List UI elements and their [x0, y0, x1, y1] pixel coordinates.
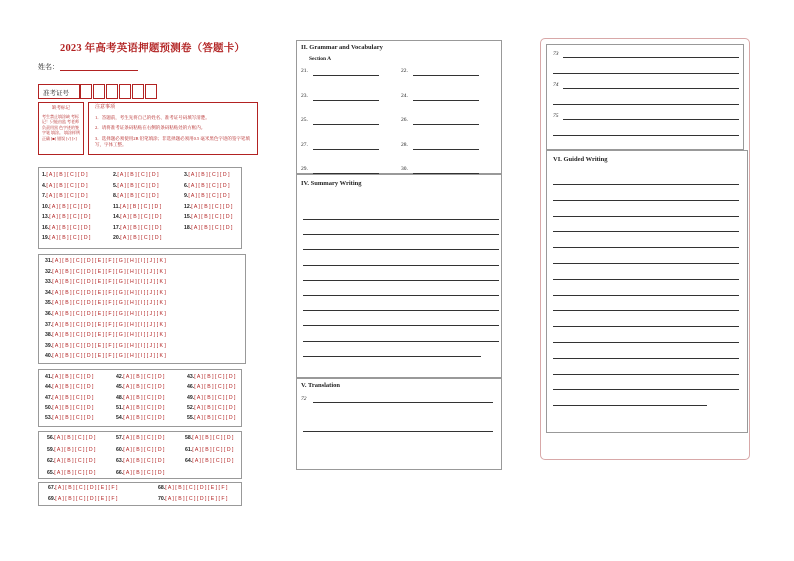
mc-question[interactable]: [116, 395, 164, 401]
answer-options[interactable]: [ A ] [ B ] [ C ] [ D ]: [52, 384, 94, 391]
answer-options[interactable]: [ A ] [ B ] [ C ] [ D ]: [194, 384, 236, 391]
mc-question[interactable]: [113, 193, 159, 199]
answer-options[interactable]: [ A ] [ B ] [ C ] [ D ]: [188, 182, 230, 189]
mc-question[interactable]: [45, 395, 93, 401]
answer-options[interactable]: [ A ] [ B ] [ C ] [ D ] [ E ] [ F ] [ G ] [ H ] [ I ] [ J ] [ K ]: [52, 258, 166, 264]
mc-question[interactable]: [45, 353, 166, 359]
writing-line[interactable]: [303, 265, 499, 266]
mc-question[interactable]: [42, 193, 88, 199]
question-number: 70.: [158, 495, 166, 502]
question-number: 53.: [45, 415, 53, 422]
answer-options[interactable]: [ A ] [ B ] [ C ] [ D ]: [123, 394, 165, 401]
mc-question[interactable]: [48, 496, 117, 502]
grammar-item-number: 26.: [401, 117, 408, 123]
answer-options[interactable]: [ A ] [ B ] [ C ] [ D ]: [46, 172, 88, 178]
answer-options[interactable]: [ A ] [ B ] [ C ] [ D ]: [123, 404, 165, 411]
mc-question[interactable]: [113, 172, 159, 178]
question-number: 12.: [184, 203, 192, 210]
mc-question[interactable]: [47, 458, 95, 464]
question-number: 13.: [42, 214, 50, 220]
answer-options[interactable]: [ A ] [ B ] [ C ] [ D ] [ E ] [ F ] [ G ] [ H ] [ I ] [ J ] [ K ]: [52, 353, 166, 360]
answer-options[interactable]: [ A ] [ B ] [ C ] [ D ]: [191, 224, 233, 231]
writing-line[interactable]: [553, 389, 739, 390]
answer-line[interactable]: [553, 135, 739, 136]
answer-line[interactable]: [413, 124, 479, 125]
mc-question[interactable]: [48, 485, 117, 491]
answer-line[interactable]: [413, 100, 479, 101]
mc-question[interactable]: [47, 435, 95, 441]
translation-item-number: 73: [553, 51, 559, 57]
writing-line[interactable]: [303, 356, 481, 357]
writing-line[interactable]: [553, 342, 739, 343]
mc-question[interactable]: [184, 193, 230, 199]
guided-title: VI. Guided Writing: [553, 156, 608, 163]
answer-line[interactable]: [413, 75, 479, 76]
writing-line[interactable]: [303, 310, 499, 311]
grammar-item-number: 22.: [401, 68, 408, 74]
answer-options[interactable]: [ A ] [ B ] [ C ] [ D ] [ E ] [ F ] [ G ] [ H ] [ I ] [ J ] [ K ]: [52, 300, 166, 307]
mc-question[interactable]: [185, 458, 233, 464]
answer-options[interactable]: [ A ] [ B ] [ C ] [ D ]: [123, 446, 165, 453]
writing-line[interactable]: [303, 219, 499, 220]
question-number: 40.: [45, 353, 53, 360]
answer-options[interactable]: [ A ] [ B ] [ C ] [ D ]: [46, 193, 88, 199]
question-number: 35.: [45, 300, 53, 307]
answer-options[interactable]: [ A ] [ B ] [ C ] [ D ]: [117, 193, 159, 199]
question-number: 18.: [184, 224, 192, 231]
answer-options[interactable]: [ A ] [ B ] [ C ] [ D ]: [54, 435, 96, 441]
sn-cell[interactable]: [119, 84, 131, 99]
answer-options[interactable]: [ A ] [ B ] [ C ] [ D ]: [192, 435, 234, 441]
mc-question[interactable]: [187, 384, 235, 390]
answer-line[interactable]: [303, 431, 493, 432]
translation-cont-box: [546, 44, 744, 150]
mc-question[interactable]: [45, 332, 166, 338]
mc-question[interactable]: [184, 172, 230, 178]
answer-options[interactable]: [ A ] [ B ] [ C ] [ D ]: [192, 446, 234, 453]
writing-line[interactable]: [553, 216, 739, 217]
question-number: 62.: [47, 458, 55, 464]
mc-question[interactable]: [113, 204, 161, 210]
question-number: 8.: [113, 193, 118, 199]
question-number: 14.: [113, 214, 121, 220]
mc-question[interactable]: [45, 279, 166, 285]
question-number: 52.: [187, 404, 195, 411]
answer-options[interactable]: [ A ] [ B ] [ C ] [ D ]: [54, 446, 96, 453]
mc-question[interactable]: [158, 496, 227, 502]
question-number: 16.: [42, 224, 50, 231]
question-number: 41.: [45, 374, 53, 380]
question-number: 39.: [45, 342, 53, 349]
answer-line[interactable]: [563, 119, 739, 120]
translation-item-number: 74: [553, 82, 559, 88]
answer-line[interactable]: [313, 402, 493, 403]
answer-line[interactable]: [313, 100, 379, 101]
mc-question[interactable]: [116, 458, 164, 464]
answer-options[interactable]: [ A ] [ B ] [ C ] [ D ]: [49, 224, 91, 231]
answer-options[interactable]: [ A ] [ B ] [ C ] [ D ]: [123, 458, 165, 464]
mc-question[interactable]: [45, 258, 166, 264]
question-number: 2.: [113, 172, 118, 178]
answer-options[interactable]: [ A ] [ B ] [ C ] [ D ]: [123, 435, 165, 441]
question-number: 42.: [116, 374, 124, 380]
grammar-item-number: 30.: [401, 166, 408, 172]
writing-line[interactable]: [553, 263, 739, 264]
writing-line[interactable]: [553, 295, 739, 296]
writing-line[interactable]: [303, 295, 499, 296]
answer-line[interactable]: [563, 88, 739, 89]
grammar-item-number: 28.: [401, 141, 408, 148]
writing-line[interactable]: [553, 358, 739, 359]
mc-block-4: [38, 482, 242, 506]
question-number: 47.: [45, 394, 53, 401]
answer-options[interactable]: [ A ] [ B ] [ C ] [ D ]: [117, 182, 159, 189]
mc-question[interactable]: [42, 183, 88, 189]
question-number: 46.: [187, 384, 195, 391]
mc-question[interactable]: [116, 374, 164, 380]
answer-options[interactable]: [ A ] [ B ] [ C ] [ D ]: [117, 172, 159, 178]
question-number: 33.: [45, 279, 53, 286]
mc-question[interactable]: [42, 172, 88, 178]
answer-options[interactable]: [ A ] [ B ] [ C ] [ D ]: [191, 203, 233, 210]
name-label: 姓名：: [38, 63, 59, 71]
grammar-title: II. Grammar and Vocabulary: [301, 44, 383, 51]
question-number: 4.: [42, 182, 47, 189]
mc-question[interactable]: [113, 183, 159, 189]
translation-item-number: 75: [553, 113, 559, 119]
mc-question[interactable]: [185, 447, 233, 453]
answer-options[interactable]: [ A ] [ B ] [ C ] [ D ] [ E ] [ F ] [ G ] [ H ] [ I ] [ J ] [ K ]: [52, 332, 166, 339]
grammar-section: Section A: [309, 56, 332, 62]
grammar-item-number: 25.: [301, 117, 308, 123]
notice-2: 2．请将准考证条码粘贴在右侧的条码粘贴处的方框内。: [95, 125, 206, 130]
mc-question[interactable]: [116, 435, 164, 441]
answer-options[interactable]: [ A ] [ B ] [ C ] [ D ] [ E ] [ F ] [ G ] [ H ] [ I ] [ J ] [ K ]: [52, 311, 166, 317]
answer-options[interactable]: [ A ] [ B ] [ C ] [ D ] [ E ] [ F ]: [55, 485, 118, 491]
question-number: 3.: [184, 172, 189, 178]
answer-options[interactable]: [ A ] [ B ] [ C ] [ D ]: [49, 235, 91, 241]
writing-line[interactable]: [553, 200, 739, 201]
sn-cell[interactable]: [145, 84, 157, 99]
mc-question[interactable]: [116, 447, 164, 453]
answer-line[interactable]: [563, 57, 739, 58]
writing-line[interactable]: [553, 310, 739, 311]
writing-line[interactable]: [553, 279, 739, 280]
writing-line[interactable]: [553, 405, 707, 406]
answer-options[interactable]: [ A ] [ B ] [ C ] [ D ]: [120, 214, 162, 220]
answer-options[interactable]: [ A ] [ B ] [ C ] [ D ]: [119, 203, 162, 210]
sn-cell[interactable]: [80, 84, 92, 99]
answer-line[interactable]: [553, 73, 739, 74]
question-number: 59.: [47, 446, 55, 453]
answer-options[interactable]: [ A ] [ B ] [ C ] [ D ]: [49, 214, 91, 220]
writing-line[interactable]: [303, 234, 499, 235]
mc-question[interactable]: [187, 405, 235, 411]
answer-options[interactable]: [ A ] [ B ] [ C ] [ D ]: [188, 172, 230, 178]
question-number: 65.: [47, 469, 55, 476]
sn-label: 准考证号: [38, 84, 80, 99]
sample-text: 考生禁止填涂缺 考标记！只能由监 考老师负责用黑 色字迹的签字笔 填涂。 填涂样例 正确 [■] 错误 [√] [×]: [42, 113, 80, 141]
writing-line[interactable]: [553, 326, 739, 327]
mc-question[interactable]: [113, 214, 161, 220]
answer-options[interactable]: [ A ] [ B ] [ C ] [ D ]: [192, 458, 234, 464]
mc-question[interactable]: [45, 300, 166, 306]
summary-title: IV. Summary Writing: [301, 180, 362, 187]
writing-line[interactable]: [303, 249, 499, 250]
name-field[interactable]: [60, 70, 138, 71]
answer-options[interactable]: [ A ] [ B ] [ C ] [ D ]: [49, 203, 91, 210]
question-number: 56.: [47, 435, 55, 441]
mc-question[interactable]: [158, 485, 227, 491]
question-number: 57.: [116, 435, 124, 441]
question-number: 5.: [113, 182, 118, 189]
question-number: 31.: [45, 258, 53, 264]
question-number: 58.: [185, 435, 193, 441]
writing-line[interactable]: [303, 280, 499, 281]
answer-options[interactable]: [ A ] [ B ] [ C ] [ D ]: [52, 394, 94, 401]
mc-question[interactable]: [187, 374, 235, 380]
notice-box: [88, 102, 258, 155]
page-title: 2023 年高考英语押题预测卷（答题卡）: [60, 43, 246, 54]
mc-question[interactable]: [42, 225, 90, 231]
writing-line[interactable]: [303, 325, 499, 326]
translation-title: V. Translation: [301, 382, 341, 389]
answer-options[interactable]: [ A ] [ B ] [ C ] [ D ]: [120, 235, 162, 241]
mc-question[interactable]: [187, 415, 235, 421]
translation-item-72: 72: [301, 396, 307, 402]
writing-line[interactable]: [553, 374, 739, 375]
question-number: 61.: [185, 446, 193, 453]
answer-options[interactable]: [ A ] [ B ] [ C ] [ D ]: [191, 214, 233, 220]
question-number: 19.: [42, 235, 50, 241]
question-number: 66.: [116, 469, 124, 476]
answer-options[interactable]: [ A ] [ B ] [ C ] [ D ] [ E ] [ F ]: [55, 495, 118, 502]
question-number: 63.: [116, 458, 124, 464]
mc-question[interactable]: [45, 311, 166, 317]
question-number: 49.: [187, 394, 195, 401]
question-number: 7.: [42, 193, 47, 199]
mc-question[interactable]: [45, 269, 166, 275]
answer-options[interactable]: [ A ] [ B ] [ C ] [ D ]: [194, 404, 236, 411]
answer-line[interactable]: [553, 104, 739, 105]
answer-options[interactable]: [ A ] [ B ] [ C ] [ D ]: [46, 182, 88, 189]
answer-options[interactable]: [ A ] [ B ] [ C ] [ D ]: [52, 404, 94, 411]
answer-options[interactable]: [ A ] [ B ] [ C ] [ D ] [ E ] [ F ] [ G ] [ H ] [ I ] [ J ] [ K ]: [52, 289, 166, 296]
grammar-item-number: 21.: [301, 68, 308, 74]
answer-options[interactable]: [ A ] [ B ] [ C ] [ D ]: [123, 469, 165, 476]
answer-options[interactable]: [ A ] [ B ] [ C ] [ D ] [ E ] [ F ]: [165, 495, 228, 502]
mc-question[interactable]: [42, 214, 90, 220]
question-number: 20.: [113, 235, 121, 241]
answer-options[interactable]: [ A ] [ B ] [ C ] [ D ] [ E ] [ F ] [ G ] [ H ] [ I ] [ J ] [ K ]: [52, 268, 166, 275]
mc-question[interactable]: [45, 322, 166, 328]
mc-question[interactable]: [45, 343, 166, 349]
mc-question[interactable]: [185, 435, 233, 441]
question-number: 17.: [113, 224, 121, 231]
sn-cell[interactable]: [132, 84, 144, 99]
answer-options[interactable]: [ A ] [ B ] [ C ] [ D ]: [123, 415, 165, 422]
answer-line[interactable]: [313, 149, 379, 150]
answer-options[interactable]: [ A ] [ B ] [ C ] [ D ]: [52, 415, 94, 422]
question-number: 64.: [185, 458, 193, 464]
mc-question[interactable]: [42, 235, 90, 241]
question-number: 9.: [184, 193, 189, 199]
question-number: 67.: [48, 485, 56, 491]
sn-cell[interactable]: [93, 84, 105, 99]
mc-question[interactable]: [45, 415, 93, 421]
answer-options[interactable]: [ A ] [ B ] [ C ] [ D ] [ E ] [ F ] [ G ] [ H ] [ I ] [ J ] [ K ]: [52, 342, 166, 349]
mc-question[interactable]: [45, 384, 93, 390]
answer-options[interactable]: [ A ] [ B ] [ C ] [ D ]: [54, 458, 96, 464]
answer-options[interactable]: [ A ] [ B ] [ C ] [ D ]: [188, 193, 230, 199]
question-number: 54.: [116, 415, 124, 422]
grammar-item-number: 24.: [401, 92, 408, 99]
mc-question[interactable]: [47, 447, 95, 453]
mc-question[interactable]: [42, 204, 90, 210]
mc-block-2: [38, 369, 242, 427]
mc-question[interactable]: [184, 204, 232, 210]
mc-question[interactable]: [45, 405, 93, 411]
mc-question[interactable]: [184, 214, 232, 220]
answer-options[interactable]: [ A ] [ B ] [ C ] [ D ]: [54, 469, 96, 476]
question-number: 32.: [45, 268, 53, 275]
grammar-item-number: 29.: [301, 166, 308, 172]
mc-question[interactable]: [47, 470, 95, 476]
mc-question[interactable]: [45, 290, 166, 296]
mc-question[interactable]: [187, 395, 235, 401]
question-number: 6.: [184, 182, 189, 189]
answer-options[interactable]: [ A ] [ B ] [ C ] [ D ]: [120, 224, 162, 231]
mc-question[interactable]: [45, 374, 93, 380]
mc-question[interactable]: [116, 415, 164, 421]
question-number: 69.: [48, 495, 56, 502]
question-number: 60.: [116, 446, 124, 453]
answer-options[interactable]: [ A ] [ B ] [ C ] [ D ]: [52, 374, 94, 380]
question-number: 34.: [45, 289, 53, 296]
question-number: 48.: [116, 394, 124, 401]
absent-sample-box: [38, 102, 84, 155]
mc-block-1: [38, 167, 242, 249]
summary-box: [296, 174, 502, 378]
answer-line[interactable]: [413, 149, 479, 150]
question-number: 51.: [116, 404, 124, 411]
question-number: 37.: [45, 321, 53, 328]
notice-3: 3．选择题必须使用2B 铅笔填涂；非选择题必须用0.5 毫米黑色字迹的签字笔填写，字体工整。: [95, 135, 250, 147]
mc-question[interactable]: [116, 470, 164, 476]
answer-options[interactable]: [ A ] [ B ] [ C ] [ D ]: [194, 415, 236, 422]
writing-line[interactable]: [553, 247, 739, 248]
question-number: 1.: [42, 172, 47, 178]
question-number: 44.: [45, 384, 53, 391]
answer-options[interactable]: [ A ] [ B ] [ C ] [ D ]: [123, 374, 165, 380]
mc-question[interactable]: [116, 405, 164, 411]
question-number: 38.: [45, 332, 53, 339]
answer-options[interactable]: [ A ] [ B ] [ C ] [ D ] [ E ] [ F ]: [165, 485, 228, 491]
question-number: 10.: [42, 203, 50, 210]
sn-cell[interactable]: [106, 84, 118, 99]
answer-options[interactable]: [ A ] [ B ] [ C ] [ D ] [ E ] [ F ] [ G ] [ H ] [ I ] [ J ] [ K ]: [52, 279, 166, 286]
answer-options[interactable]: [ A ] [ B ] [ C ] [ D ] [ E ] [ F ] [ G ] [ H ] [ I ] [ J ] [ K ]: [52, 321, 166, 328]
question-number: 55.: [187, 415, 195, 422]
mc-block-long: [38, 254, 246, 364]
writing-line[interactable]: [303, 341, 499, 342]
answer-options[interactable]: [ A ] [ B ] [ C ] [ D ]: [194, 394, 236, 401]
answer-line[interactable]: [313, 124, 379, 125]
grammar-item-number: 27.: [301, 141, 308, 148]
grammar-box: [296, 40, 502, 174]
mc-question[interactable]: [184, 183, 230, 189]
writing-line[interactable]: [553, 231, 739, 232]
mc-question[interactable]: [113, 235, 161, 241]
answer-line[interactable]: [313, 75, 379, 76]
mc-question[interactable]: [113, 225, 161, 231]
notice-1: 1．答题前，考生先将自己的姓名、准考证号码填写清楚。: [95, 114, 210, 120]
answer-options[interactable]: [ A ] [ B ] [ C ] [ D ]: [123, 384, 165, 391]
question-number: 36.: [45, 311, 53, 317]
question-number: 43.: [187, 374, 195, 380]
mc-question[interactable]: [184, 225, 232, 231]
mc-block-3: [38, 431, 242, 479]
answer-options[interactable]: [ A ] [ B ] [ C ] [ D ]: [194, 374, 236, 380]
question-number: 50.: [45, 404, 53, 411]
question-number: 11.: [113, 203, 120, 210]
question-number: 15.: [184, 214, 192, 220]
guided-box: [546, 150, 748, 433]
writing-line[interactable]: [553, 184, 739, 185]
translation-box: [296, 378, 502, 470]
question-number: 68.: [158, 485, 166, 491]
grammar-item-number: 23.: [301, 92, 308, 99]
question-number: 45.: [116, 384, 124, 391]
sample-title: 缺考标记: [52, 105, 70, 110]
mc-question[interactable]: [116, 384, 164, 390]
notice-title: 注意事项: [95, 105, 116, 110]
